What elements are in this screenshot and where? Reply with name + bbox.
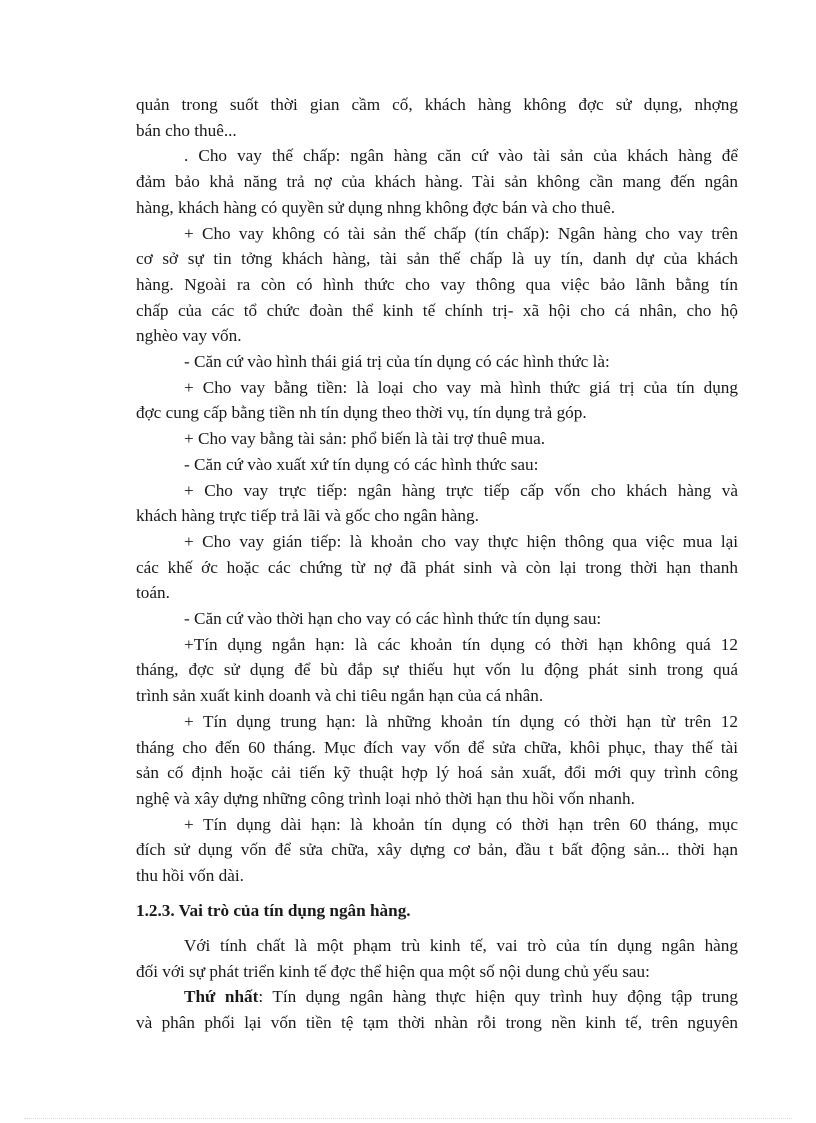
paragraph-line: chấp của các tổ chức đoàn thể kinh tế chính trị- xã hội cho cá nhân, cho hộ <box>136 300 738 320</box>
paragraph-line: + Cho vay bằng tài sản: phổ biến là tài trợ thuê mua. <box>184 429 546 449</box>
paragraph-line: + Tín dụng dài hạn: là khoản tín dụng có thời hạn trên 60 tháng, mục <box>184 814 738 834</box>
paragraph-line: cơ sở sự tin tởng khách hàng, tài sản thế chấp là uy tín, danh dự của khách <box>136 249 738 269</box>
paragraph-line: và phân phối lại vốn tiền tệ tạm thời nhàn rỗi trong nền kinh tế, trên nguyên <box>136 1012 738 1032</box>
paragraph-line: +Tín dụng ngắn hạn: là các khoản tín dụng có thời hạn không quá 12 <box>184 634 738 654</box>
paragraph-line: + Cho vay bằng tiền: là loại cho vay mà hình thức giá trị của tín dụng <box>184 377 738 397</box>
paragraph-line: đối với sự phát triển kinh tế đợc thể hiện qua một số nội dung chủ yếu sau: <box>136 961 650 981</box>
paragraph-line: đảm bảo khả năng trả nợ của khách hàng. Tài sản không cần mang đến ngân <box>136 172 738 192</box>
paragraph-line: toán. <box>136 583 170 603</box>
paragraph-line: các khế ớc hoặc các chứng từ nợ đã phát sinh và còn lại trong thời hạn thanh <box>136 557 738 577</box>
paragraph-line: - Căn cứ vào thời hạn cho vay có các hình thức tín dụng sau: <box>184 609 602 629</box>
paragraph-line: + Cho vay gián tiếp: là khoản cho vay thực hiện thông qua việc mua lại <box>184 531 738 551</box>
paragraph-line: thu hồi vốn dài. <box>136 866 244 886</box>
lead-text: : Tín dụng ngân hàng thực hiện quy trình huy động tập trung <box>258 987 738 1007</box>
paragraph-line: hàng. Ngoài ra còn có hình thức cho vay thông qua việc bảo lãnh bằng tín <box>136 274 738 294</box>
paragraph-line: . Cho vay thế chấp: ngân hàng căn cứ vào tài sản của khách hàng để <box>184 146 738 166</box>
paragraph-line: + Cho vay trực tiếp: ngân hàng trực tiếp cấp vốn cho khách hàng và <box>184 480 738 500</box>
paragraph-line: trình sản xuất kinh doanh và chi tiêu ngắn hạn của cá nhân. <box>136 686 544 706</box>
paragraph-line <box>136 984 738 1010</box>
page-bottom-divider <box>24 1118 792 1119</box>
paragraph-line: khách hàng trực tiếp trả lãi và gốc cho ngân hàng. <box>136 506 479 526</box>
paragraph-line: + Tín dụng trung hạn: là những khoản tín dụng có thời hạn từ trên 12 <box>184 711 738 731</box>
paragraph-line: nghèo vay vốn. <box>136 326 242 346</box>
paragraph-line: - Căn cứ vào hình thái giá trị của tín dụng có các hình thức là: <box>184 352 610 372</box>
paragraph-line: đợc cung cấp bằng tiền nh tín dụng theo thời vụ, tín dụng trả góp. <box>136 403 587 423</box>
paragraph-line: - Căn cứ vào xuất xứ tín dụng có các hình thức sau: <box>184 454 539 474</box>
paragraph-line: + Cho vay không có tài sản thế chấp (tín chấp): Ngân hàng cho vay trên <box>184 223 738 243</box>
paragraph-line: đích sử dụng vốn để sửa chữa, xây dựng cơ bản, đầu t bất động sản... thời hạn <box>136 840 738 860</box>
paragraph-line: tháng cho đến 60 tháng. Mục đích vay vốn để sửa chữa, khôi phục, thay thế tài <box>136 737 738 757</box>
paragraph-line: bán cho thuê... <box>136 120 237 140</box>
paragraph-line: sản cố định hoặc cải tiến kỹ thuật hợp lý hoá sản xuất, đổi mới quy trình công <box>136 763 738 783</box>
paragraph-line: tháng, đợc sử dụng để bù đắp sự thiếu hụt vốn lu động phát sinh trong quá <box>136 660 738 680</box>
paragraph-line: quản trong suốt thời gian cầm cố, khách hàng không đợc sử dụng, nhợng <box>136 95 738 114</box>
document-page <box>136 92 738 1036</box>
paragraph-line: nghệ và xây dựng những công trình loại nhỏ thời hạn thu hồi vốn nhanh. <box>136 788 635 808</box>
paragraph-line: Với tính chất là một phạm trù kinh tế, vai trò của tín dụng ngân hàng <box>184 935 738 955</box>
paragraph-line: hàng, khách hàng có quyền sử dụng nhng không đợc bán và cho thuê. <box>136 197 616 217</box>
lead-term: Thứ nhất <box>184 987 259 1007</box>
section-heading: 1.2.3. Vai trò của tín dụng ngân hàng. <box>136 900 411 920</box>
